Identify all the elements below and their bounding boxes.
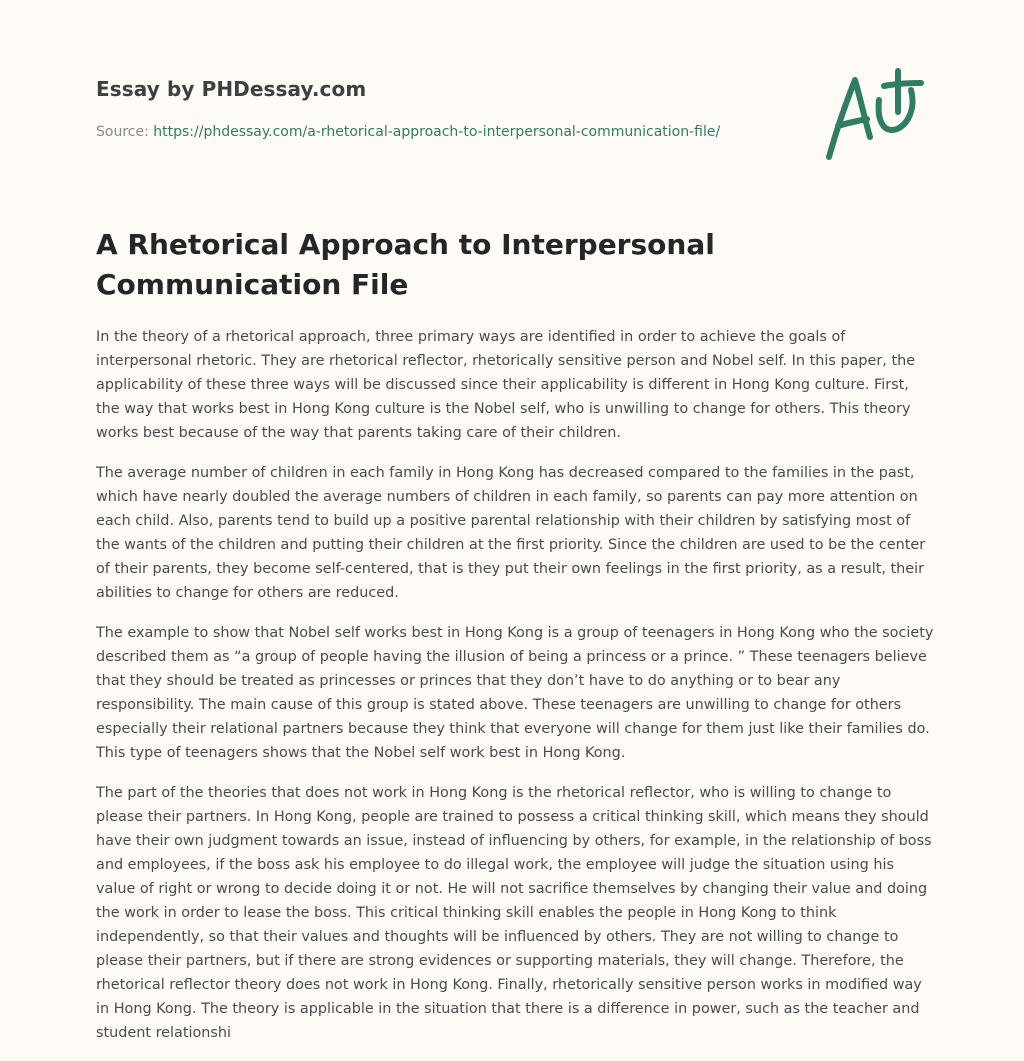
essay-body [96, 325, 936, 1061]
source-link[interactable]: https://phdessay.com/a-rhetorical-approach-to-interpersonal-communication-file/ [153, 124, 721, 140]
a-plus-grade-icon [818, 66, 930, 166]
essay-paragraph: The example to show that Nobel self works best in Hong Kong is a group of teenagers in Hong Kong who the society described them as “a group of people having the illusion of being a princess or a prince. ” These teenagers believe that they should be treated as princesses or princes that they don’t have to do anything or to bear any responsibility. The main cause of this group is stated above. These teenagers are unwilling to change for others especially their relational partners because they think that everyone will change for them just like their families do. This type of teenagers shows that the Nobel self work best in Hong Kong. [96, 625, 934, 761]
essay-paragraph: In the theory of a rhetorical approach, three primary ways are identified in order to achieve the goals of interpersonal rhetoric. They are rhetorical reflector, rhetorically sensitive person and Nobel self. In this paper, the applicability of these three ways will be discussed since their applicability is different in Hong Kong culture. First, the way that works best in Hong Kong culture is the Nobel self, who is unwilling to change for others. This theory works best because of the way that parents taking care of their children. [96, 329, 916, 441]
source-label: Source: [96, 124, 149, 140]
essay-paragraph: The average number of children in each family in Hong Kong has decreased compared to the families in the past, which have nearly doubled the average numbers of children in each family, so parents can pay more attention on each child. Also, parents tend to build up a positive parental relationship with their children by satisfying most of the wants of the children and putting their children at the first priority. Since the children are used to be the center of their parents, they become self-centered, that is they put their own feelings in the first priority, as a result, their abilities to change for others are reduced. [96, 465, 926, 601]
essay-title: A Rhetorical Approach to Interpersonal Communication File [96, 228, 715, 301]
site-brand: Essay by PHDessay.com [96, 77, 367, 101]
essay-paragraph: The part of the theories that does not work in Hong Kong is the rhetorical reflector, who is willing to change to please their partners. In Hong Kong, people are trained to possess a critical thinking skill, which means they should have their own judgment towards an issue, instead of influencing by others, for example, in the relationship of boss and employees, if the boss ask his employee to do illegal work, the employee will judge the situation using his value of right or wrong to decide doing it or not. He will not sacrifice themselves by changing their value and doing the work in order to lease the boss. This critical thinking skill enables the people in Hong Kong to think independently, so that their values and thoughts will be influenced by others. They are not willing to change to please their partners, but if there are strong evidences or supporting materials, they will change. Therefore, the rhetorical reflector theory does not work in Hong Kong. Finally, rhetorically sensitive person works in modified way in Hong Kong. The theory is applicable in the situation that there is a difference in power, such as the teacher and student relationshi [96, 785, 932, 1041]
source-line [96, 124, 720, 140]
